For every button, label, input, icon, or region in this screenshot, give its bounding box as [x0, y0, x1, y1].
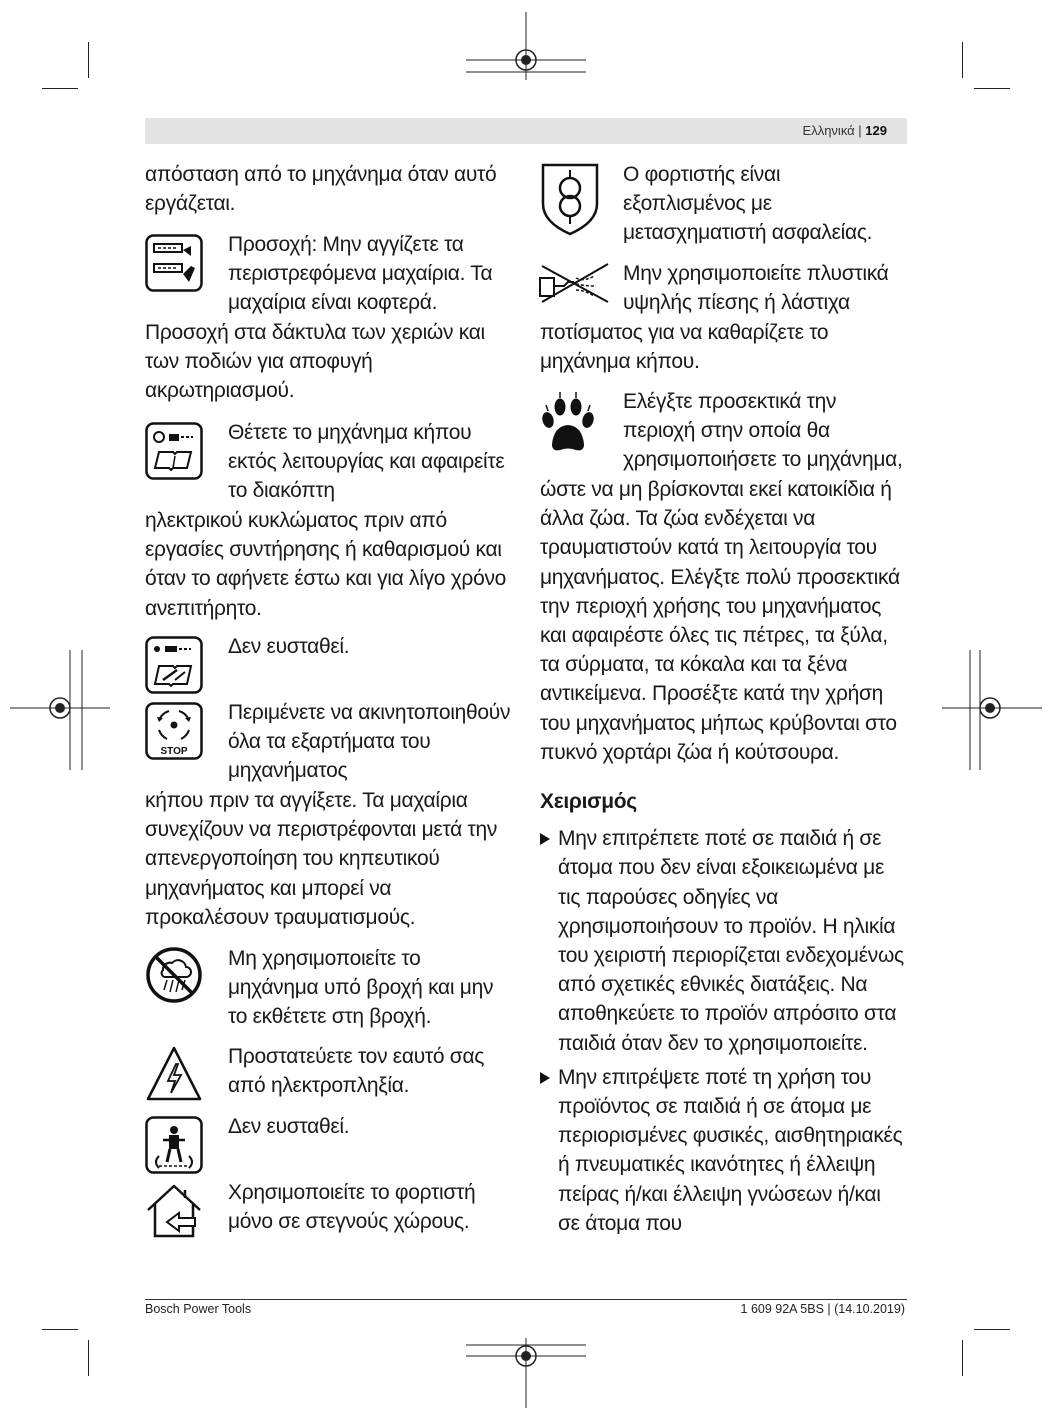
switch-off-beside: Θέτετε το μηχάνημα κήπου εκτός λειτουργίας και αφαιρείτε το διακόπτη [228, 421, 505, 503]
rain-text [228, 944, 513, 1032]
page-header [145, 118, 907, 144]
indoor-use-icon [145, 1182, 203, 1240]
rotating-blades-icon [145, 234, 203, 292]
header-separator: | [854, 123, 866, 138]
wait-stop-text [228, 698, 513, 786]
no-rain-icon [145, 946, 203, 1004]
no-water-text [623, 259, 903, 317]
bullet-arrow-icon [540, 833, 550, 845]
transformer-notice: Ο φορτιστής είναι εξοπλισμένος με μετασχηματιστή ασφαλείας. [623, 163, 873, 245]
list-item [540, 824, 905, 1058]
section-title: Χειρισμός [540, 790, 637, 813]
not-relevant-2-text [228, 1112, 508, 1141]
stop-rotation-icon [145, 702, 203, 760]
crop-mark [42, 88, 78, 89]
switch-off-below: ηλεκτρικού κυκλώματος πριν από εργασίες συντήρησης ή καθαρισμού και όταν το αφήνετε έστω και για λίγο χρόνο ανεπιτήρητο. [145, 509, 507, 620]
manual-tools-icon [145, 636, 203, 694]
registration-mark-left [10, 650, 110, 770]
shock-text [228, 1042, 513, 1100]
wait-stop-beside: Περιμένετε να ακινητοποιηθούν όλα τα εξαρτήματα του μηχανήματος [228, 701, 511, 783]
no-water-below: ποτίσματος για να καθαρίζετε το μηχάνημα κήπου. [540, 321, 829, 374]
no-water-text-below [540, 318, 905, 376]
crop-mark [974, 88, 1010, 89]
crop-mark [962, 1340, 963, 1376]
crop-mark [88, 1340, 89, 1376]
not-relevant-1-text [228, 632, 508, 661]
blades-warning: Προσοχή: Μην αγγίζετε τα περιστρεφόμενα μαχαίρια. Τα μαχαίρια είναι κοφτερά. [228, 233, 493, 315]
footer-brand: Bosch Power Tools [145, 1302, 252, 1316]
no-pressure-washer-icon [538, 260, 612, 306]
blades-text-below [145, 318, 505, 406]
not-relevant-1: Δεν ευσταθεί. [228, 635, 350, 658]
crop-mark [962, 42, 963, 78]
registration-mark-bottom [466, 1328, 586, 1408]
switch-off-text [228, 418, 508, 506]
registration-mark-top [466, 12, 586, 92]
crop-mark [974, 1329, 1010, 1330]
transformer-text [623, 160, 893, 248]
page-number: 129 [865, 123, 887, 138]
paw-print-icon [540, 392, 596, 456]
footer-doc-id: 1 609 92A 5BS | (14.10.2019) [740, 1302, 905, 1316]
bullet-text: Μην επιτρέπετε ποτέ σε παιδιά ή σε άτομα που δεν είναι εξοικειωμένα με τις παρούσες οδηγίες να χρησιμοποιήσουν το προϊόν. Η ηλικία του χειριστή περιορίζεται ενδεχομένως από σχετικές εθνικές διατάξεις. Να αποθηκεύετε το προϊόν απρόσιτο στα παιδιά όταν δεν το χρησιμοποιείτε. [558, 827, 904, 1055]
blades-text [228, 230, 508, 318]
operator-stance-icon [145, 1116, 203, 1174]
not-relevant-2: Δεν ευσταθεί. [228, 1115, 350, 1138]
crop-mark [42, 1329, 78, 1330]
bullet-text: Μην επιτρέψετε ποτέ τη χρήση του προϊόντος σε παιδιά ή σε άτομα με περιορισμένες φυσικές, αισθητηριακές ή πνευματικές ικανότητες ή έλλειψη πείρας ή/και έλλειψη γνώσεων ή/και σε άτομα που [558, 1065, 903, 1235]
intro-continuation: απόσταση από το μηχάνημα όταν αυτό εργάζεται. [145, 163, 497, 216]
animals-text-below [540, 475, 908, 767]
animals-below: ώστε να μη βρίσκονται εκεί κατοικίδια ή άλλα ζώα. Τα ζώα ενδέχεται να τραυματιστούν κατά τη λειτουργία του μηχανήματος. Ελέγξτε πολύ προσεκτικά την περιοχή χρήσης του μηχανήματος και αφαιρέστε όλες τις πέτρες, τα ξύλα, τα σύρματα, τα κόκαλα και τα ξένα αντικείμενα. Προσέξτε κατά την χρήση του μηχανήματος μήπως κρύβονται στο πυκνό χορτάρι ζώα ή κούτσουρα. [540, 478, 900, 764]
safety-transformer-icon [540, 162, 600, 236]
list-item [540, 1063, 905, 1238]
no-water-beside: Μην χρησιμοποιείτε πλυστικά υψηλής πίεσης ή λάστιχα [623, 262, 889, 315]
wait-stop-text-below [145, 786, 515, 932]
header-label [803, 123, 887, 138]
shock-warning: Προστατεύετε τον εαυτό σας από ηλεκτροπληξία. [228, 1045, 485, 1098]
electric-shock-warning-icon [145, 1045, 203, 1103]
crop-mark [88, 42, 89, 78]
stop-label: STOP [160, 746, 188, 757]
disconnect-key-manual-icon [145, 422, 203, 480]
blades-fingers: Προσοχή στα δάκτυλα των χεριών και των ποδιών για αποφυγή ακρωτηριασμού. [145, 321, 485, 403]
operation-section [540, 787, 905, 1238]
rain-warning: Μη χρησιμοποιείτε το μηχάνημα υπό βροχή και μην το εκθέτετε στη βροχή. [228, 947, 494, 1029]
dry-rooms-text [228, 1178, 513, 1236]
header-language: Ελληνικά [802, 123, 855, 138]
registration-mark-right [942, 650, 1042, 770]
bullet-arrow-icon [540, 1072, 550, 1084]
footer-rule [145, 1299, 907, 1300]
animals-text [623, 387, 908, 475]
wait-stop-below: κήπου πριν τα αγγίξετε. Τα μαχαίρια συνεχίζουν να περιστρέφονται μετά την απενεργοποίηση του κηπευτικού μηχανήματος και μπορεί να προκαλέσουν τραυματισμούς. [145, 789, 498, 929]
dry-rooms-notice: Χρησιμοποιείτε το φορτιστή μόνο σε στεγνούς χώρους. [228, 1181, 476, 1234]
switch-off-text-below [145, 506, 515, 623]
left-intro [145, 160, 505, 218]
animals-beside: Ελέγξτε προσεκτικά την περιοχή στην οποία θα χρησιμοποιήσετε το μηχάνημα, [623, 390, 903, 472]
